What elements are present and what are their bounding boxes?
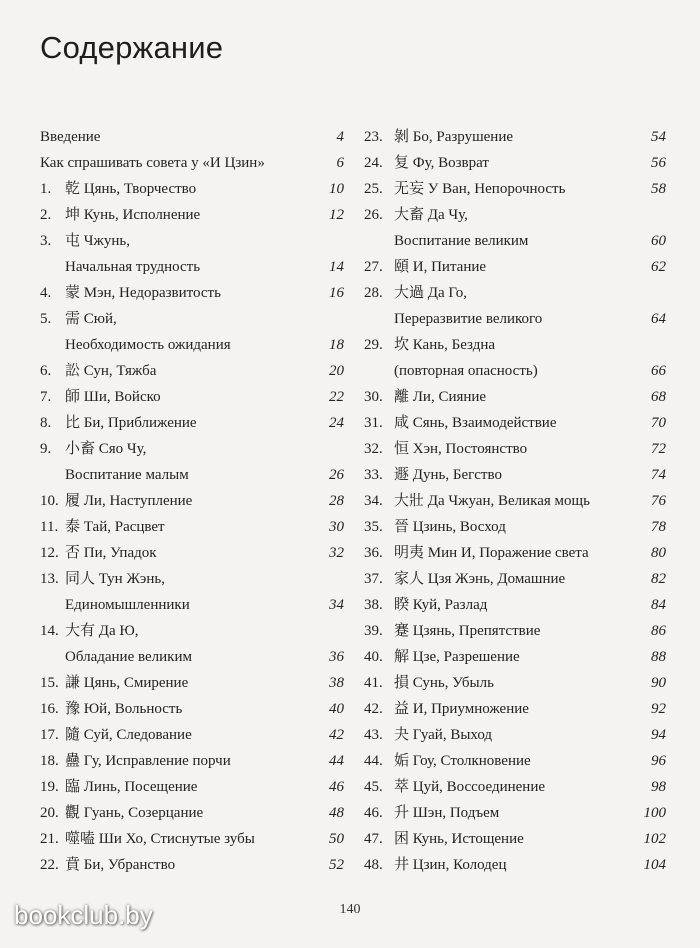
toc-entry: [40, 410, 348, 436]
toc-entry-title: 臨 Линь, Посещение: [65, 779, 198, 795]
toc-entry-title: 家人 Цзя Жэнь, Домашние: [394, 571, 566, 587]
toc-entry-number: 43.: [364, 727, 383, 743]
toc-entry-page: 86: [651, 623, 666, 639]
toc-entry-title: Необходимость ожидания: [65, 337, 231, 353]
toc-entry-page: 4: [336, 129, 344, 145]
toc-entry-number: 47.: [364, 831, 383, 847]
toc-entry-page: 88: [651, 649, 666, 665]
toc-entry-page: 102: [643, 831, 666, 847]
toc-entry: [40, 280, 348, 306]
toc-entry: [364, 384, 672, 410]
toc-entry: [364, 800, 672, 826]
toc-entry-page: 92: [651, 701, 666, 717]
toc-entry-page: 28: [329, 493, 344, 509]
toc-entry-title: 蠱 Гу, Исправление порчи: [65, 753, 231, 769]
toc-entry-page: 30: [329, 519, 344, 535]
toc-entry-page: 76: [651, 493, 666, 509]
toc-entry-title: 大有 Да Ю,: [65, 623, 139, 639]
toc-entry-title: Как спрашивать совета у «И Цзин»: [40, 155, 265, 171]
toc-entry: [40, 176, 348, 202]
toc-entry-title: 隨 Суй, Следование: [65, 727, 192, 743]
toc-entry: [40, 852, 348, 878]
toc-entry-title: 遯 Дунь, Бегство: [394, 467, 502, 483]
toc-entry-page: 96: [651, 753, 666, 769]
toc-entry-page: 6: [336, 155, 344, 171]
toc-entry: [364, 462, 672, 488]
toc-entry-title: 明夷 Мин И, Поражение света: [394, 545, 589, 561]
toc-entry-page: 36: [329, 649, 344, 665]
toc-entry-number: 26.: [364, 207, 383, 223]
toc-entry-page: 10: [329, 181, 344, 197]
toc-entry-page: 72: [651, 441, 666, 457]
toc-entry-title: 夬 Гуай, Выход: [394, 727, 493, 743]
toc-entry-page: 82: [651, 571, 666, 587]
toc-entry: [40, 670, 348, 696]
toc-entry-page: 24: [329, 415, 344, 431]
toc-entry-title: 謙 Цянь, Смирение: [65, 675, 189, 691]
toc-entry: [40, 462, 348, 488]
toc-entry: [364, 410, 672, 436]
toc-entry: [364, 358, 672, 384]
toc-entry-number: 46.: [364, 805, 383, 821]
toc-entry-title: 睽 Куй, Разлад: [394, 597, 488, 613]
toc-entry-number: 7.: [40, 389, 52, 405]
toc-entry-title: Переразвитие великого: [394, 311, 543, 327]
toc-entry-page: 90: [651, 675, 666, 691]
toc-entry: [40, 384, 348, 410]
toc-entry-title: 否 Пи, Упадок: [65, 545, 157, 561]
toc-entry-title: 大畜 Да Чу,: [394, 207, 468, 223]
toc-entry-number: 21.: [40, 831, 59, 847]
toc-entry-title: 晉 Цзинь, Восход: [394, 519, 506, 535]
toc-entry-number: 38.: [364, 597, 383, 613]
toc-entry-title: 蒙 Мэн, Недоразвитость: [65, 285, 221, 301]
toc-entry: [40, 826, 348, 852]
toc-left-column: [40, 124, 348, 878]
toc-entry-page: 74: [651, 467, 666, 483]
toc-entry-number: 41.: [364, 675, 383, 691]
toc-entry-page: 84: [651, 597, 666, 613]
toc-entry: [364, 202, 672, 228]
toc-entry-page: 42: [329, 727, 344, 743]
toc-entry: [40, 644, 348, 670]
toc-entry: [40, 332, 348, 358]
toc-entry: [364, 852, 672, 878]
toc-entry-page: 58: [651, 181, 666, 197]
toc-entry: [364, 228, 672, 254]
toc-entry-title: Обладание великим: [65, 649, 192, 665]
toc-entry-number: 30.: [364, 389, 383, 405]
toc-entry-number: 31.: [364, 415, 383, 431]
toc-entry-page: 40: [329, 701, 344, 717]
toc-entry: [364, 540, 672, 566]
toc-entry-title: 比 Би, Приближение: [65, 415, 197, 431]
toc-entry-title: 复 Фу, Возврат: [394, 155, 489, 171]
toc-entry-number: 48.: [364, 857, 383, 873]
toc-entry-title: Введение: [40, 129, 101, 145]
toc-entry: [40, 618, 348, 644]
toc-entry: [364, 514, 672, 540]
toc-entry: [40, 566, 348, 592]
toc-entry: [40, 436, 348, 462]
toc-entry-number: 8.: [40, 415, 52, 431]
toc-entry: [40, 358, 348, 384]
toc-entry-title: 剝 Бо, Разрушение: [394, 129, 514, 145]
toc-entry-title: 賁 Би, Убранство: [65, 857, 176, 873]
toc-entry-page: 94: [651, 727, 666, 743]
toc-entry-title: 需 Сюй,: [65, 311, 117, 327]
toc-entry-number: 19.: [40, 779, 59, 795]
toc-entry-page: 52: [329, 857, 344, 873]
toc-entry: [40, 488, 348, 514]
toc-entry-number: 35.: [364, 519, 383, 535]
toc-entry: [364, 306, 672, 332]
toc-entry-number: 13.: [40, 571, 59, 587]
toc-entry-page: 62: [651, 259, 666, 275]
toc-entry-number: 16.: [40, 701, 59, 717]
toc-entry-title: 大壯 Да Чжуан, Великая мощь: [394, 493, 590, 509]
toc-entry-title: Воспитание великим: [394, 233, 529, 249]
toc-entry-number: 18.: [40, 753, 59, 769]
toc-entry-number: 24.: [364, 155, 383, 171]
toc-entry-number: 27.: [364, 259, 383, 275]
toc-entry: [364, 826, 672, 852]
toc-entry-number: 17.: [40, 727, 59, 743]
toc-entry-page: 56: [651, 155, 666, 171]
page-title: Содержание: [40, 30, 224, 65]
toc-entry-title: 益 И, Приумножение: [394, 701, 529, 717]
toc-entry-number: 6.: [40, 363, 52, 379]
toc-entry-page: 34: [329, 597, 344, 613]
toc-entry-title: 觀 Гуань, Созерцание: [65, 805, 204, 821]
toc-entry: [40, 696, 348, 722]
toc-entry-number: 23.: [364, 129, 383, 145]
toc-entry-title: Воспитание малым: [65, 467, 189, 483]
toc-entry: [40, 748, 348, 774]
toc-entry-title: 頤 И, Питание: [394, 259, 487, 275]
toc-entry-number: 20.: [40, 805, 59, 821]
toc-entry: [364, 670, 672, 696]
toc-entry-title: 井 Цзин, Колодец: [394, 857, 507, 873]
toc-entry-number: 34.: [364, 493, 383, 509]
toc-entry-page: 32: [329, 545, 344, 561]
toc-entry-title: 坎 Кань, Бездна: [394, 337, 496, 353]
toc-entry-page: 104: [643, 857, 666, 873]
toc-entry: [364, 566, 672, 592]
toc-entry-title: 困 Кунь, Истощение: [394, 831, 524, 847]
toc-entry-page: 80: [651, 545, 666, 561]
toc-entry-page: 68: [651, 389, 666, 405]
toc-entry-title: 豫 Юй, Вольность: [65, 701, 183, 717]
toc-entry-number: 15.: [40, 675, 59, 691]
toc-entry-title: 升 Шэн, Подъем: [394, 805, 500, 821]
toc-entry-page: 60: [651, 233, 666, 249]
page-number: 140: [339, 902, 361, 917]
toc-entry: [364, 644, 672, 670]
toc-entry: [364, 254, 672, 280]
toc-entry-title: 萃 Цуй, Воссоединение: [394, 779, 546, 795]
toc-entry-title: 蹇 Цзянь, Препятствие: [394, 623, 541, 639]
toc-entry: [40, 124, 348, 150]
toc-entry-number: 29.: [364, 337, 383, 353]
toc-entry-number: 32.: [364, 441, 383, 457]
toc-entry-title: 恒 Хэн, Постоянство: [394, 441, 528, 457]
toc-entry-title: 師 Ши, Войско: [65, 389, 161, 405]
toc-entry-page: 70: [651, 415, 666, 431]
toc-entry-number: 33.: [364, 467, 383, 483]
toc-entry-page: 50: [329, 831, 344, 847]
toc-entry-title: 屯 Чжунь,: [65, 233, 130, 249]
toc-entry-title: 咸 Сянь, Взаимодействие: [394, 415, 557, 431]
toc-entry-title: 損 Сунь, Убыль: [394, 675, 494, 691]
toc-entry-title: 泰 Тай, Расцвет: [65, 519, 165, 535]
toc-entry-page: 12: [329, 207, 344, 223]
toc-entry-page: 16: [329, 285, 344, 301]
toc-entry-page: 18: [329, 337, 344, 353]
toc-entry-title: 履 Ли, Наступление: [65, 493, 193, 509]
toc-entry: [364, 696, 672, 722]
toc-entry: [364, 280, 672, 306]
toc-entry-number: 28.: [364, 285, 383, 301]
toc-entry-page: 100: [643, 805, 666, 821]
toc-entry: [40, 202, 348, 228]
toc-entry: [364, 176, 672, 202]
toc-entry-page: 44: [329, 753, 344, 769]
toc-entry: [364, 722, 672, 748]
toc-entry-number: 22.: [40, 857, 59, 873]
toc-entry: [40, 150, 348, 176]
toc-entry: [364, 488, 672, 514]
toc-entry-title: (повторная опасность): [394, 363, 538, 379]
toc-entry-page: 14: [329, 259, 344, 275]
toc-entry-page: 46: [329, 779, 344, 795]
toc-entry-number: 37.: [364, 571, 383, 587]
toc-entry: [40, 774, 348, 800]
watermark: bookclub.by: [14, 900, 153, 930]
toc-entry-number: 4.: [40, 285, 52, 301]
toc-entry-title: 離 Ли, Сияние: [394, 389, 487, 405]
toc-right-column: [364, 124, 672, 878]
toc-entry: [364, 436, 672, 462]
toc-entry-title: 大過 Да Го,: [394, 285, 467, 301]
toc-entry-number: 44.: [364, 753, 383, 769]
toc-entry: [40, 722, 348, 748]
toc-entry-page: 64: [651, 311, 666, 327]
toc-entry-page: 38: [329, 675, 344, 691]
toc-entry-number: 2.: [40, 207, 52, 223]
toc-entry-page: 78: [651, 519, 666, 535]
toc-entry-title: 噬嗑 Ши Хо, Стиснутые зубы: [65, 831, 255, 847]
toc-entry-number: 39.: [364, 623, 383, 639]
toc-entry-title: 小畜 Сяо Чу,: [65, 441, 147, 457]
toc-entry: [40, 800, 348, 826]
toc-entry: [40, 514, 348, 540]
toc-entry-number: 9.: [40, 441, 52, 457]
toc-entry: [40, 254, 348, 280]
toc-entry-page: 22: [329, 389, 344, 405]
toc-entry: [364, 124, 672, 150]
toc-entry-number: 3.: [40, 233, 52, 249]
toc-entry: [364, 332, 672, 358]
toc-entry-title: Единомышленники: [65, 597, 190, 613]
toc-entry: [40, 306, 348, 332]
toc-entry-page: 98: [651, 779, 666, 795]
toc-entry-number: 42.: [364, 701, 383, 717]
toc-entry: [364, 748, 672, 774]
toc-entry-title: 同人 Тун Жэнь,: [65, 571, 165, 587]
toc-entry-number: 12.: [40, 545, 59, 561]
toc-entry-number: 10.: [40, 493, 59, 509]
toc-entry-number: 11.: [40, 519, 59, 535]
toc-entry-number: 1.: [40, 181, 52, 197]
toc-entry-page: 54: [651, 129, 666, 145]
toc-entry: [364, 150, 672, 176]
toc-entry: [40, 592, 348, 618]
toc-entry-page: 66: [651, 363, 666, 379]
toc-entry: [40, 540, 348, 566]
toc-entry-number: 5.: [40, 311, 52, 327]
toc-entry-number: 25.: [364, 181, 383, 197]
toc-entry: [364, 592, 672, 618]
toc-entry-title: 无妄 У Ван, Непорочность: [394, 181, 566, 197]
toc-entry-title: 坤 Кунь, Исполнение: [65, 207, 201, 223]
toc-entry: [364, 618, 672, 644]
toc-entry-title: 解 Цзе, Разрешение: [394, 649, 520, 665]
toc-entry-title: 乾 Цянь, Творчество: [65, 181, 197, 197]
toc-entry: [40, 228, 348, 254]
toc-entry-title: 姤 Гоу, Столкновение: [394, 753, 531, 769]
toc-entry-number: 14.: [40, 623, 59, 639]
toc-entry: [364, 774, 672, 800]
toc-entry-title: 訟 Сун, Тяжба: [65, 363, 157, 379]
toc-entry-page: 48: [329, 805, 344, 821]
toc-entry-page: 26: [329, 467, 344, 483]
toc-entry-page: 20: [329, 363, 344, 379]
toc-entry-number: 45.: [364, 779, 383, 795]
toc-entry-number: 36.: [364, 545, 383, 561]
toc-entry-title: Начальная трудность: [65, 259, 201, 275]
toc-entry-number: 40.: [364, 649, 383, 665]
